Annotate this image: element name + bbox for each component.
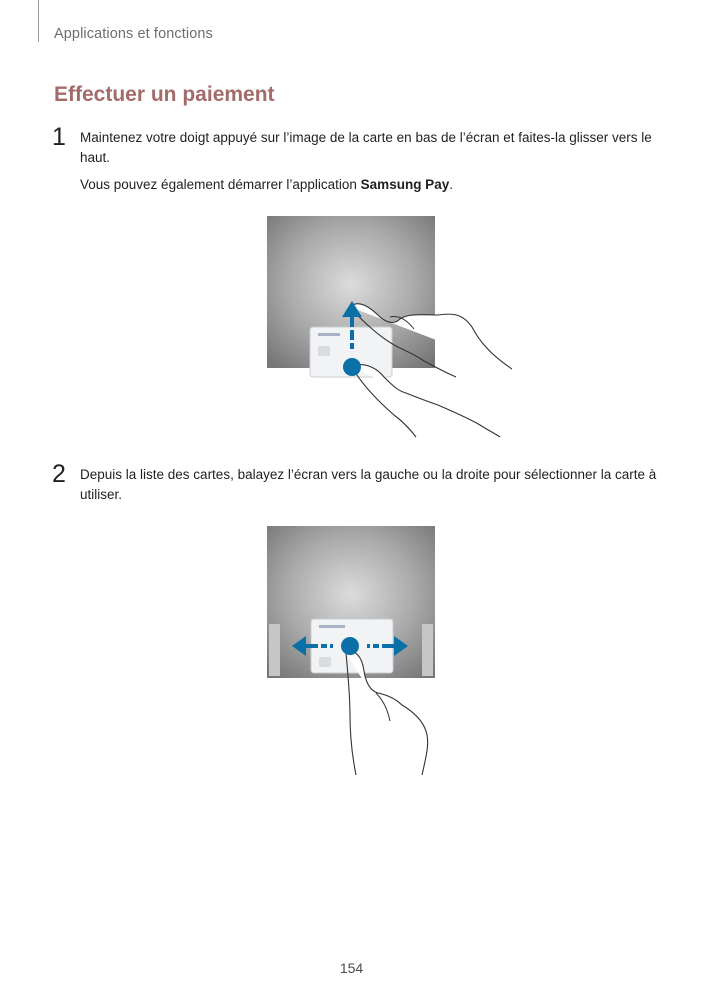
step-number-1: 1 [52, 123, 66, 151]
step-1-note-end: . [449, 177, 453, 192]
section-title: Effectuer un paiement [54, 83, 275, 106]
step-2-text: Depuis la liste des cartes, balayez l’écran vers la gauche ou la droite pour sélectionner la carte à utiliser. [80, 467, 657, 502]
step-number-2: 2 [52, 460, 66, 488]
running-header: Applications et fonctions [54, 26, 213, 42]
step-1-note-text: Vous pouvez également démarrer l’application [80, 177, 361, 192]
app-name-samsung-pay: Samsung Pay [360, 177, 450, 192]
side-card-left [269, 624, 280, 676]
hand-lower [352, 365, 500, 437]
page-number: 154 [339, 960, 364, 976]
swipe-horizontal-illustration [266, 525, 436, 780]
side-card-right [422, 624, 433, 676]
swipe-up-illustration [266, 215, 526, 445]
step-1-note [80, 175, 660, 195]
step-1-text: Maintenez votre doigt appuyé sur l’image de la carte en bas de l’écran et faites-la glisser vers le haut. [80, 130, 652, 165]
margin-rule [38, 0, 39, 42]
